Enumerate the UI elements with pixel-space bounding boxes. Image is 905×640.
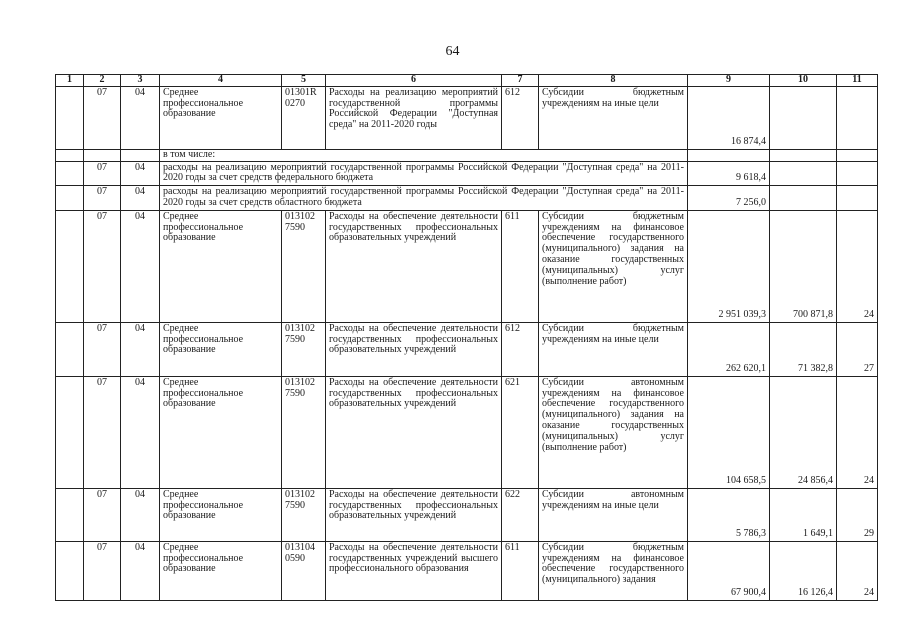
cell-subsection: 04 bbox=[121, 541, 160, 600]
cell-count: 29 bbox=[837, 488, 878, 541]
cell-amount: 2 951 039,3 bbox=[688, 210, 770, 322]
table-row bbox=[56, 322, 878, 376]
column-header-7: 7 bbox=[502, 75, 539, 87]
cell-amount: 16 874,4 bbox=[688, 86, 770, 149]
cell-expense-type: 611 bbox=[502, 210, 539, 322]
cell-section: 07 bbox=[84, 86, 121, 149]
cell-expense-name: Субсидии бюджетным учреждениям на иные цели bbox=[539, 86, 688, 149]
cell-target-code: 013102 7590 bbox=[282, 322, 326, 376]
cell-subsection: 04 bbox=[121, 376, 160, 488]
column-header-1: 1 bbox=[56, 75, 84, 87]
cell-count: 24 bbox=[837, 210, 878, 322]
cell-col1 bbox=[56, 541, 84, 600]
table-row bbox=[56, 161, 878, 186]
cell-target-code: 013102 7590 bbox=[282, 488, 326, 541]
cell-section: 07 bbox=[84, 376, 121, 488]
cell-empty bbox=[688, 149, 770, 161]
cell-col1 bbox=[56, 322, 84, 376]
cell-section: 07 bbox=[84, 210, 121, 322]
cell-expense-name: Субсидии бюджетным учреждениям на финансовое обеспечение государственного (муниципального) задания на оказание государственных (муниципальных) услуг (выполнение работ) bbox=[539, 210, 688, 322]
column-header-4: 4 bbox=[160, 75, 282, 87]
cell-expense-type: 621 bbox=[502, 376, 539, 488]
cell-col1 bbox=[56, 376, 84, 488]
cell-section: 07 bbox=[84, 161, 121, 186]
cell-description: Расходы на обеспечение деятельности государственных учреждений высшего профессионального образования bbox=[326, 541, 502, 600]
cell-name: Среднее профессиональное образование bbox=[160, 488, 282, 541]
cell-expense-name: Субсидии автономным учреждениям на финансовое обеспечение государственного (муниципального) задания на оказание государственных (муниципальных) услуг (выполнение работ) bbox=[539, 376, 688, 488]
cell-col1 bbox=[56, 210, 84, 322]
column-header-6: 6 bbox=[326, 75, 502, 87]
table-row bbox=[56, 149, 878, 161]
column-header-3: 3 bbox=[121, 75, 160, 87]
cell-amount: 7 256,0 bbox=[688, 186, 770, 211]
cell-expense-type: 611 bbox=[502, 541, 539, 600]
cell-subsection: 04 bbox=[121, 86, 160, 149]
cell-section: 07 bbox=[84, 186, 121, 211]
table-row bbox=[56, 186, 878, 211]
cell-amount-2: 71 382,8 bbox=[770, 322, 837, 376]
cell-empty bbox=[56, 149, 84, 161]
cell-empty bbox=[837, 149, 878, 161]
cell-empty bbox=[837, 161, 878, 186]
cell-expense-name: Субсидии бюджетным учреждениям на финансовое обеспечение государственного (муниципального) задания bbox=[539, 541, 688, 600]
header-row bbox=[56, 75, 878, 87]
cell-empty bbox=[770, 149, 837, 161]
cell-subsection: 04 bbox=[121, 186, 160, 211]
cell-description: Расходы на реализацию мероприятий государственной программы Российской Федерации "Доступная среда" на 2011-2020 годы bbox=[326, 86, 502, 149]
cell-count: 24 bbox=[837, 376, 878, 488]
table-row bbox=[56, 86, 878, 149]
cell-name: Среднее профессиональное образование bbox=[160, 86, 282, 149]
budget-table bbox=[55, 74, 878, 601]
cell-description: Расходы на обеспечение деятельности государственных профессиональных образовательных учреждений bbox=[326, 322, 502, 376]
cell-amount-2: 700 871,8 bbox=[770, 210, 837, 322]
cell-name: Среднее профессиональное образование bbox=[160, 376, 282, 488]
cell-expense-type: 622 bbox=[502, 488, 539, 541]
cell-count: 24 bbox=[837, 541, 878, 600]
cell-target-code: 013102 7590 bbox=[282, 376, 326, 488]
page-number: 64 bbox=[445, 44, 460, 59]
cell-amount: 5 786,3 bbox=[688, 488, 770, 541]
cell-amount-2: 24 856,4 bbox=[770, 376, 837, 488]
cell-subsection: 04 bbox=[121, 161, 160, 186]
cell-expense-type: 612 bbox=[502, 86, 539, 149]
cell-amount: 262 620,1 bbox=[688, 322, 770, 376]
cell-span-description: расходы на реализацию мероприятий государственной программы Российской Федерации "Доступная среда" на 2011-2020 годы за счет средств федерального бюджета bbox=[160, 161, 688, 186]
cell-expense-name: Субсидии автономным учреждениям на иные цели bbox=[539, 488, 688, 541]
cell-amount: 104 658,5 bbox=[688, 376, 770, 488]
cell-name: Среднее профессиональное образование bbox=[160, 210, 282, 322]
cell-subsection: 04 bbox=[121, 488, 160, 541]
cell-description: Расходы на обеспечение деятельности государственных профессиональных образовательных учреждений bbox=[326, 210, 502, 322]
cell-amount-2: 1 649,1 bbox=[770, 488, 837, 541]
cell-expense-type: 612 bbox=[502, 322, 539, 376]
cell-section: 07 bbox=[84, 322, 121, 376]
cell-section: 07 bbox=[84, 541, 121, 600]
cell-col1 bbox=[56, 488, 84, 541]
cell-amount: 9 618,4 bbox=[688, 161, 770, 186]
table-row bbox=[56, 210, 878, 322]
cell-target-code: 01301R 0270 bbox=[282, 86, 326, 149]
cell-description: Расходы на обеспечение деятельности государственных профессиональных образовательных учреждений bbox=[326, 488, 502, 541]
cell-amount-2 bbox=[770, 86, 837, 149]
cell-subsection: 04 bbox=[121, 322, 160, 376]
cell-target-code: 013102 7590 bbox=[282, 210, 326, 322]
cell-count bbox=[837, 86, 878, 149]
column-header-5: 5 bbox=[282, 75, 326, 87]
cell-amount-2: 16 126,4 bbox=[770, 541, 837, 600]
column-header-9: 9 bbox=[688, 75, 770, 87]
cell-col1 bbox=[56, 186, 84, 211]
cell-description: Расходы на обеспечение деятельности государственных профессиональных образовательных учреждений bbox=[326, 376, 502, 488]
cell-target-code: 013104 0590 bbox=[282, 541, 326, 600]
cell-empty bbox=[770, 161, 837, 186]
cell-col1 bbox=[56, 86, 84, 149]
cell-note: в том числе: bbox=[160, 149, 688, 161]
cell-span-description: расходы на реализацию мероприятий государственной программы Российской Федерации "Доступная среда" на 2011-2020 годы за счет средств областного бюджета bbox=[160, 186, 688, 211]
table-row bbox=[56, 488, 878, 541]
cell-amount: 67 900,4 bbox=[688, 541, 770, 600]
column-header-8: 8 bbox=[539, 75, 688, 87]
column-header-10: 10 bbox=[770, 75, 837, 87]
cell-empty bbox=[84, 149, 121, 161]
cell-expense-name: Субсидии бюджетным учреждениям на иные цели bbox=[539, 322, 688, 376]
table-row bbox=[56, 376, 878, 488]
column-header-11: 11 bbox=[837, 75, 878, 87]
cell-empty bbox=[770, 186, 837, 211]
cell-empty bbox=[837, 186, 878, 211]
cell-name: Среднее профессиональное образование bbox=[160, 541, 282, 600]
cell-subsection: 04 bbox=[121, 210, 160, 322]
table-row bbox=[56, 541, 878, 600]
cell-section: 07 bbox=[84, 488, 121, 541]
column-header-2: 2 bbox=[84, 75, 121, 87]
cell-col1 bbox=[56, 161, 84, 186]
cell-count: 27 bbox=[837, 322, 878, 376]
cell-name: Среднее профессиональное образование bbox=[160, 322, 282, 376]
cell-empty bbox=[121, 149, 160, 161]
